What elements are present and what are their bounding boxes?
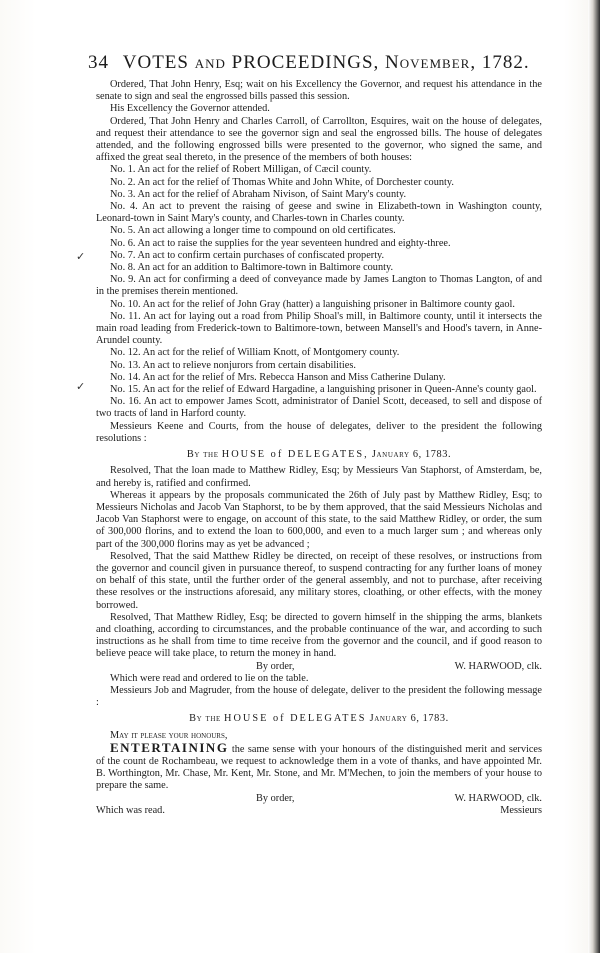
message-lead: ENTERTAINING xyxy=(110,739,229,755)
footer-row xyxy=(96,805,542,817)
section-heading xyxy=(96,713,542,725)
by-order: By order, xyxy=(256,660,295,672)
paragraph-ordered-1: Ordered, That John Henry, Esq; wait on his Excellency the Governor, and request his attendance in the senate to sign and seal the engrossed bills passed this session. xyxy=(96,79,542,103)
heading-by: By the xyxy=(189,713,221,725)
heading-house: HOUSE of DELEGATES xyxy=(224,713,367,725)
bill-item: No. 5. An act allowing a longer time to compound on old certificates. xyxy=(110,225,396,237)
signature-block xyxy=(96,661,542,673)
bill-item: No. 6. An act to raise the supplies for the year seventeen hundred and eighty-three. xyxy=(110,237,451,249)
section-heading xyxy=(96,449,542,461)
bill-item: No. 1. An act for the relief of Robert Milligan, of Cæcil county. xyxy=(110,164,372,176)
bill-item: No. 9. An act for confirming a deed of conveyance made by James Langton to Thomas Langton, of and in the premises therein mentioned. xyxy=(96,274,542,298)
paragraph-governor-attended: His Excellency the Governor attended. xyxy=(110,103,270,115)
bill-item: No. 16. An act to empower James Scott, administrator of Daniel Scott, deceased, to sell and dispose of two tracts of land in Harford county. xyxy=(96,396,542,420)
paragraph-ordered-2: Ordered, That John Henry and Charles Carroll, of Carrollton, Esquires, wait on the house of delegates, and request their attendance to see the governor sign and seal the engrossed bills. The house of delegates attended, and the following engrossed bills were presented to the governor, who signed the same, and affixed the great seal thereto, in the presence of the members of both houses: xyxy=(96,115,542,164)
by-order: By order, xyxy=(256,792,295,804)
resolution: Resolved, That Matthew Ridley, Esq; be directed to govern himself in the shipping the arms, blankets and cloathing, according to circumstances, and the probable continuance of the war, and according to such instructions as he shall from time to time receive from the governor and the council, and if good reason to believe peace will take place, to return the money in hand. xyxy=(96,611,542,660)
bill-item: No. 8. An act for an addition to Baltimore-town in Baltimore county. xyxy=(110,262,394,274)
resolution: Resolved, That the loan made to Matthew Ridley, Esq; by Messieurs Van Staphorst, of Amsterdam, be, and hereby is, ratified and confirmed. xyxy=(96,465,542,489)
signer: W. HARWOOD, clk. xyxy=(454,660,542,672)
resolution: Whereas it appears by the proposals communicated the 26th of July past by Matthew Ridley, Esq; to Messieurs Nicholas and Jacob Van Staphorst, to be by them approved, that the said Messieurs Nicholas and Jacob Van Staphorst were to engage, on account of this state, to the said Matthew Ridley, or order, the sum of 300,000 florins, and to extend the loan to 600,000, and even to a much larger sum ; and whereas only part of the 300,000 florins may as yet be advanced ; xyxy=(96,489,542,550)
running-head xyxy=(88,52,558,76)
message-text: the same sense with your honours of the distinguished merit and services of the count de Rochambeau, we request to acknowledge them in a vote of thanks, and have appointed Mr. B. Worthington, Mr. Chase, Mr. Kent, Mr. Stone, and Mr. M'Mechen, to join the members of your house to prepare the same. xyxy=(96,743,542,792)
signer: W. HARWOOD, clk. xyxy=(454,792,542,804)
document-body xyxy=(96,79,542,817)
bill-item: No. 13. An act to relieve nonjurors from certain disabilities. xyxy=(110,359,356,371)
bill-item: No. 10. An act for the relief of John Gray (hatter) a languishing prisoner in Baltimore county gaol. xyxy=(110,298,515,310)
bill-item: No. 11. An act for laying out a road from Philip Shoal's mill, in Baltimore county, until it intersects the main road leading from Frederick-town to Baltimore-town, between Mansell's and Hood's tavern, in Anne-Arundel county. xyxy=(96,310,542,347)
page-number: 34 xyxy=(88,52,109,73)
bill-item: No. 12. An act for the relief of William Knott, of Montgomery county. xyxy=(110,347,400,359)
signature-block xyxy=(96,793,542,805)
page-title: VOTES and PROCEEDINGS, November, 1782. xyxy=(122,52,530,73)
address-line: May it please your honours, xyxy=(110,729,228,741)
message-intro: Messieurs Job and Magruder, from the house of delegate, deliver to the president the following message : xyxy=(96,684,542,709)
bill-item: No. 2. An act for the relief of Thomas White and John White, of Dorchester county. xyxy=(110,176,454,188)
read-note: Which was read. xyxy=(96,804,165,816)
bill-item: No. 15. An act for the relief of Edward Hargadine, a languishing prisoner in Queen-Anne's county gaol. xyxy=(110,384,537,396)
bill-item: No. 7. An act to confirm certain purchases of confiscated property. xyxy=(110,249,385,261)
heading-house: HOUSE of DELEGATES, xyxy=(221,449,369,461)
page-edge-shadow xyxy=(588,0,600,953)
read-note: Which were read and ordered to lie on the table. xyxy=(110,672,309,684)
heading-date: January 6, 1783. xyxy=(371,449,452,461)
message-intro: Messieurs Keene and Courts, from the house of delegates, deliver to the president the following resolutions : xyxy=(96,420,542,444)
resolution: Resolved, That the said Matthew Ridley be directed, on receipt of these resolves, or instructions from the governor and council given in pursuance thereof, to suspend contracting for any further loans of money on behalf of this state, until the further order of the general assembly, and not to purchase, after receiving these resolves or the instructions aforesaid, any military stores, cloathing, or other effects, with the money borrowed. xyxy=(96,550,542,611)
message-body xyxy=(96,739,542,793)
catchword: Messieurs xyxy=(500,804,542,816)
heading-date: January 6, 1783. xyxy=(369,713,449,725)
margin-check-mark: ✓ xyxy=(76,381,86,393)
bill-item: No. 14. An act for the relief of Mrs. Rebecca Hanson and Miss Catherine Dulany. xyxy=(110,371,446,383)
margin-check-mark: ✓ xyxy=(76,251,86,263)
bill-item: No. 3. An act for the relief of Abraham Nivison, of Saint Mary's county. xyxy=(110,188,407,200)
heading-by: By the xyxy=(186,449,219,461)
bill-item: No. 4. An act to prevent the raising of geese and swine in Elizabeth-town in Washington county, Leonard-town in Saint Mary's county, and Charles-town in Charles county. xyxy=(96,201,542,225)
